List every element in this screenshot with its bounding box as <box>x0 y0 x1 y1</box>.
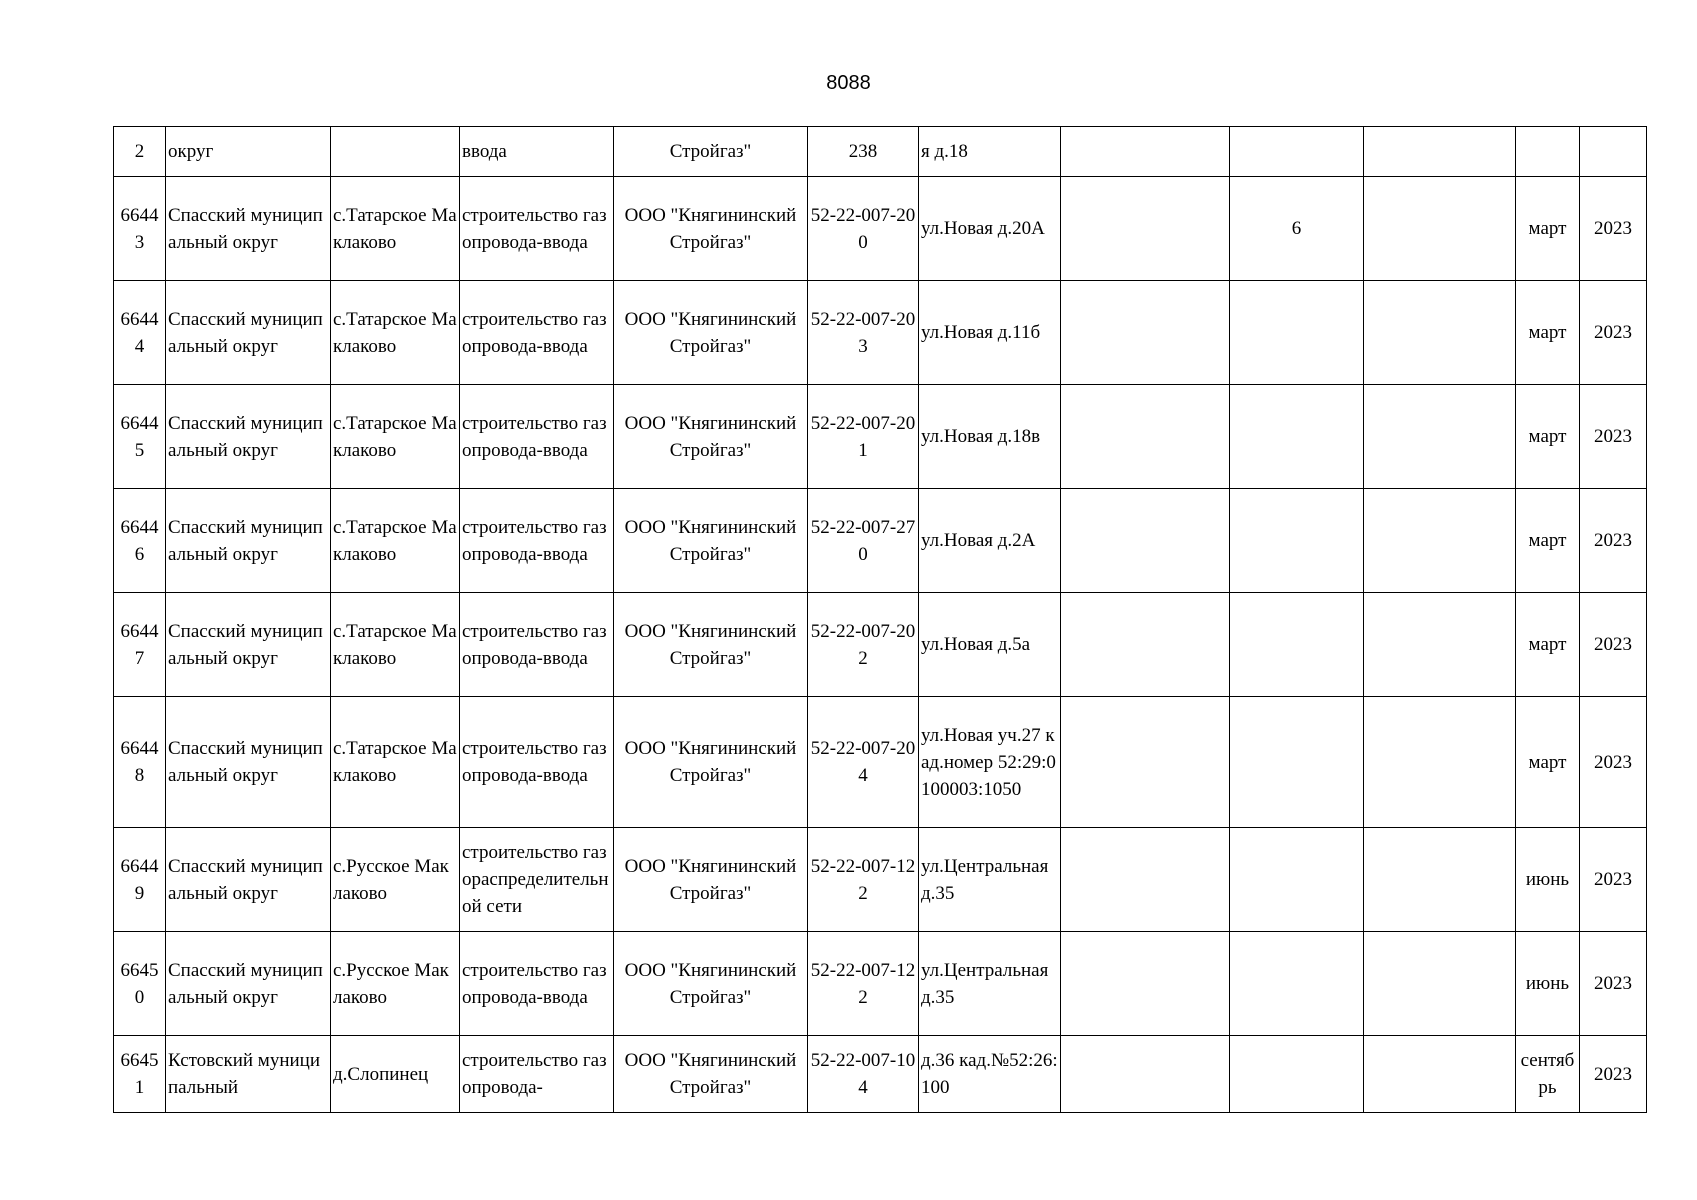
address-cell: ул.Новая д.11б <box>919 281 1061 385</box>
work-type-cell: строительство газопровода-ввода <box>460 697 614 828</box>
month-cell: сентябрь <box>1516 1036 1580 1113</box>
work-type-cell: строительство газопровода-ввода <box>460 385 614 489</box>
month-cell: март <box>1516 489 1580 593</box>
col9-cell <box>1230 593 1364 697</box>
district-cell: округ <box>166 127 331 177</box>
col8-cell <box>1061 828 1230 932</box>
settlement-cell: с.Татарское Маклаково <box>331 177 460 281</box>
district-cell: Спасский муниципальный округ <box>166 385 331 489</box>
col9-cell <box>1230 281 1364 385</box>
contractor-cell: ООО "Княгининский Стройгаз" <box>614 697 808 828</box>
address-cell: ул.Новая уч.27 кад.номер 52:29:0100003:1050 <box>919 697 1061 828</box>
contractor-cell: ООО "Княгининский Стройгаз" <box>614 932 808 1036</box>
address-cell: ул.Новая д.18в <box>919 385 1061 489</box>
table-row <box>114 385 1647 489</box>
settlement-cell: д.Слопинец <box>331 1036 460 1113</box>
month-cell: март <box>1516 697 1580 828</box>
col8-cell <box>1061 1036 1230 1113</box>
year-cell: 2023 <box>1580 177 1647 281</box>
col8-cell <box>1061 489 1230 593</box>
district-cell: Спасский муниципальный округ <box>166 593 331 697</box>
col9-cell <box>1230 697 1364 828</box>
table-row <box>114 593 1647 697</box>
settlement-cell <box>331 127 460 177</box>
register-table <box>113 126 1647 1113</box>
table-row <box>114 127 1647 177</box>
col10-cell <box>1364 177 1516 281</box>
col8-cell <box>1061 177 1230 281</box>
district-cell: Спасский муниципальный округ <box>166 489 331 593</box>
code-cell: 52-22-007-203 <box>808 281 919 385</box>
year-cell: 2023 <box>1580 489 1647 593</box>
col10-cell <box>1364 828 1516 932</box>
row-number: 66443 <box>114 177 166 281</box>
month-cell: март <box>1516 385 1580 489</box>
month-cell: март <box>1516 177 1580 281</box>
district-cell: Спасский муниципальный округ <box>166 177 331 281</box>
year-cell: 2023 <box>1580 281 1647 385</box>
col10-cell <box>1364 281 1516 385</box>
col9-cell: 6 <box>1230 177 1364 281</box>
month-cell: март <box>1516 281 1580 385</box>
settlement-cell: с.Татарское Маклаково <box>331 281 460 385</box>
year-cell: 2023 <box>1580 593 1647 697</box>
work-type-cell: строительство газопровода- <box>460 1036 614 1113</box>
work-type-cell: строительство газопровода-ввода <box>460 177 614 281</box>
year-cell: 2023 <box>1580 828 1647 932</box>
contractor-cell: ООО "Княгининский Стройгаз" <box>614 177 808 281</box>
year-cell: 2023 <box>1580 385 1647 489</box>
col8-cell <box>1061 281 1230 385</box>
code-cell: 52-22-007-202 <box>808 593 919 697</box>
col10-cell <box>1364 1036 1516 1113</box>
address-cell: д.36 кад.№52:26:100 <box>919 1036 1061 1113</box>
col8-cell <box>1061 932 1230 1036</box>
col10-cell <box>1364 489 1516 593</box>
contractor-cell: ООО "Княгининский Стройгаз" <box>614 1036 808 1113</box>
year-cell: 2023 <box>1580 1036 1647 1113</box>
page-number: 8088 <box>826 72 871 94</box>
col10-cell <box>1364 593 1516 697</box>
address-cell: ул.Новая д.20А <box>919 177 1061 281</box>
work-type-cell: строительство газопровода-ввода <box>460 932 614 1036</box>
month-cell: март <box>1516 593 1580 697</box>
code-cell: 52-22-007-201 <box>808 385 919 489</box>
col9-cell <box>1230 127 1364 177</box>
month-cell: июнь <box>1516 828 1580 932</box>
row-number: 2 <box>114 127 166 177</box>
table-row <box>114 1036 1647 1113</box>
settlement-cell: с.Русское Маклаково <box>331 932 460 1036</box>
row-number: 66446 <box>114 489 166 593</box>
col8-cell <box>1061 697 1230 828</box>
work-type-cell: ввода <box>460 127 614 177</box>
table-row <box>114 932 1647 1036</box>
year-cell: 2023 <box>1580 697 1647 828</box>
contractor-cell: ООО "Княгининский Стройгаз" <box>614 828 808 932</box>
row-number: 66444 <box>114 281 166 385</box>
row-number: 66448 <box>114 697 166 828</box>
settlement-cell: с.Татарское Маклаково <box>331 593 460 697</box>
code-cell: 52-22-007-122 <box>808 828 919 932</box>
table-row <box>114 489 1647 593</box>
code-cell: 52-22-007-104 <box>808 1036 919 1113</box>
col10-cell <box>1364 932 1516 1036</box>
col8-cell <box>1061 593 1230 697</box>
contractor-cell: Стройгаз" <box>614 127 808 177</box>
table-row <box>114 177 1647 281</box>
district-cell: Спасский муниципальный округ <box>166 932 331 1036</box>
settlement-cell: с.Русское Маклаково <box>331 828 460 932</box>
address-cell: ул.Новая д.2А <box>919 489 1061 593</box>
col9-cell <box>1230 385 1364 489</box>
table-row <box>114 828 1647 932</box>
work-type-cell: строительство газопровода-ввода <box>460 281 614 385</box>
district-cell: Кстовский муниципальный <box>166 1036 331 1113</box>
row-number: 66447 <box>114 593 166 697</box>
code-cell: 52-22-007-200 <box>808 177 919 281</box>
col10-cell <box>1364 385 1516 489</box>
district-cell: Спасский муниципальный округ <box>166 697 331 828</box>
col10-cell <box>1364 127 1516 177</box>
contractor-cell: ООО "Княгининский Стройгаз" <box>614 489 808 593</box>
month-cell: июнь <box>1516 932 1580 1036</box>
col9-cell <box>1230 1036 1364 1113</box>
settlement-cell: с.Татарское Маклаково <box>331 489 460 593</box>
col10-cell <box>1364 697 1516 828</box>
row-number: 66449 <box>114 828 166 932</box>
settlement-cell: с.Татарское Маклаково <box>331 697 460 828</box>
col8-cell <box>1061 127 1230 177</box>
month-cell <box>1516 127 1580 177</box>
work-type-cell: строительство газораспределительной сети <box>460 828 614 932</box>
contractor-cell: ООО "Княгининский Стройгаз" <box>614 593 808 697</box>
district-cell: Спасский муниципальный округ <box>166 828 331 932</box>
address-cell: ул.Центральная д.35 <box>919 932 1061 1036</box>
col8-cell <box>1061 385 1230 489</box>
address-cell: ул.Новая д.5а <box>919 593 1061 697</box>
contractor-cell: ООО "Княгининский Стройгаз" <box>614 385 808 489</box>
address-cell: ул.Центральная д.35 <box>919 828 1061 932</box>
row-number: 66451 <box>114 1036 166 1113</box>
row-number: 66445 <box>114 385 166 489</box>
table-row <box>114 281 1647 385</box>
col9-cell <box>1230 828 1364 932</box>
work-type-cell: строительство газопровода-ввода <box>460 489 614 593</box>
code-cell: 52-22-007-204 <box>808 697 919 828</box>
table-row <box>114 697 1647 828</box>
row-number: 66450 <box>114 932 166 1036</box>
settlement-cell: с.Татарское Маклаково <box>331 385 460 489</box>
year-cell <box>1580 127 1647 177</box>
col9-cell <box>1230 932 1364 1036</box>
code-cell: 238 <box>808 127 919 177</box>
code-cell: 52-22-007-270 <box>808 489 919 593</box>
col9-cell <box>1230 489 1364 593</box>
year-cell: 2023 <box>1580 932 1647 1036</box>
work-type-cell: строительство газопровода-ввода <box>460 593 614 697</box>
address-cell: я д.18 <box>919 127 1061 177</box>
district-cell: Спасский муниципальный округ <box>166 281 331 385</box>
code-cell: 52-22-007-122 <box>808 932 919 1036</box>
contractor-cell: ООО "Княгининский Стройгаз" <box>614 281 808 385</box>
